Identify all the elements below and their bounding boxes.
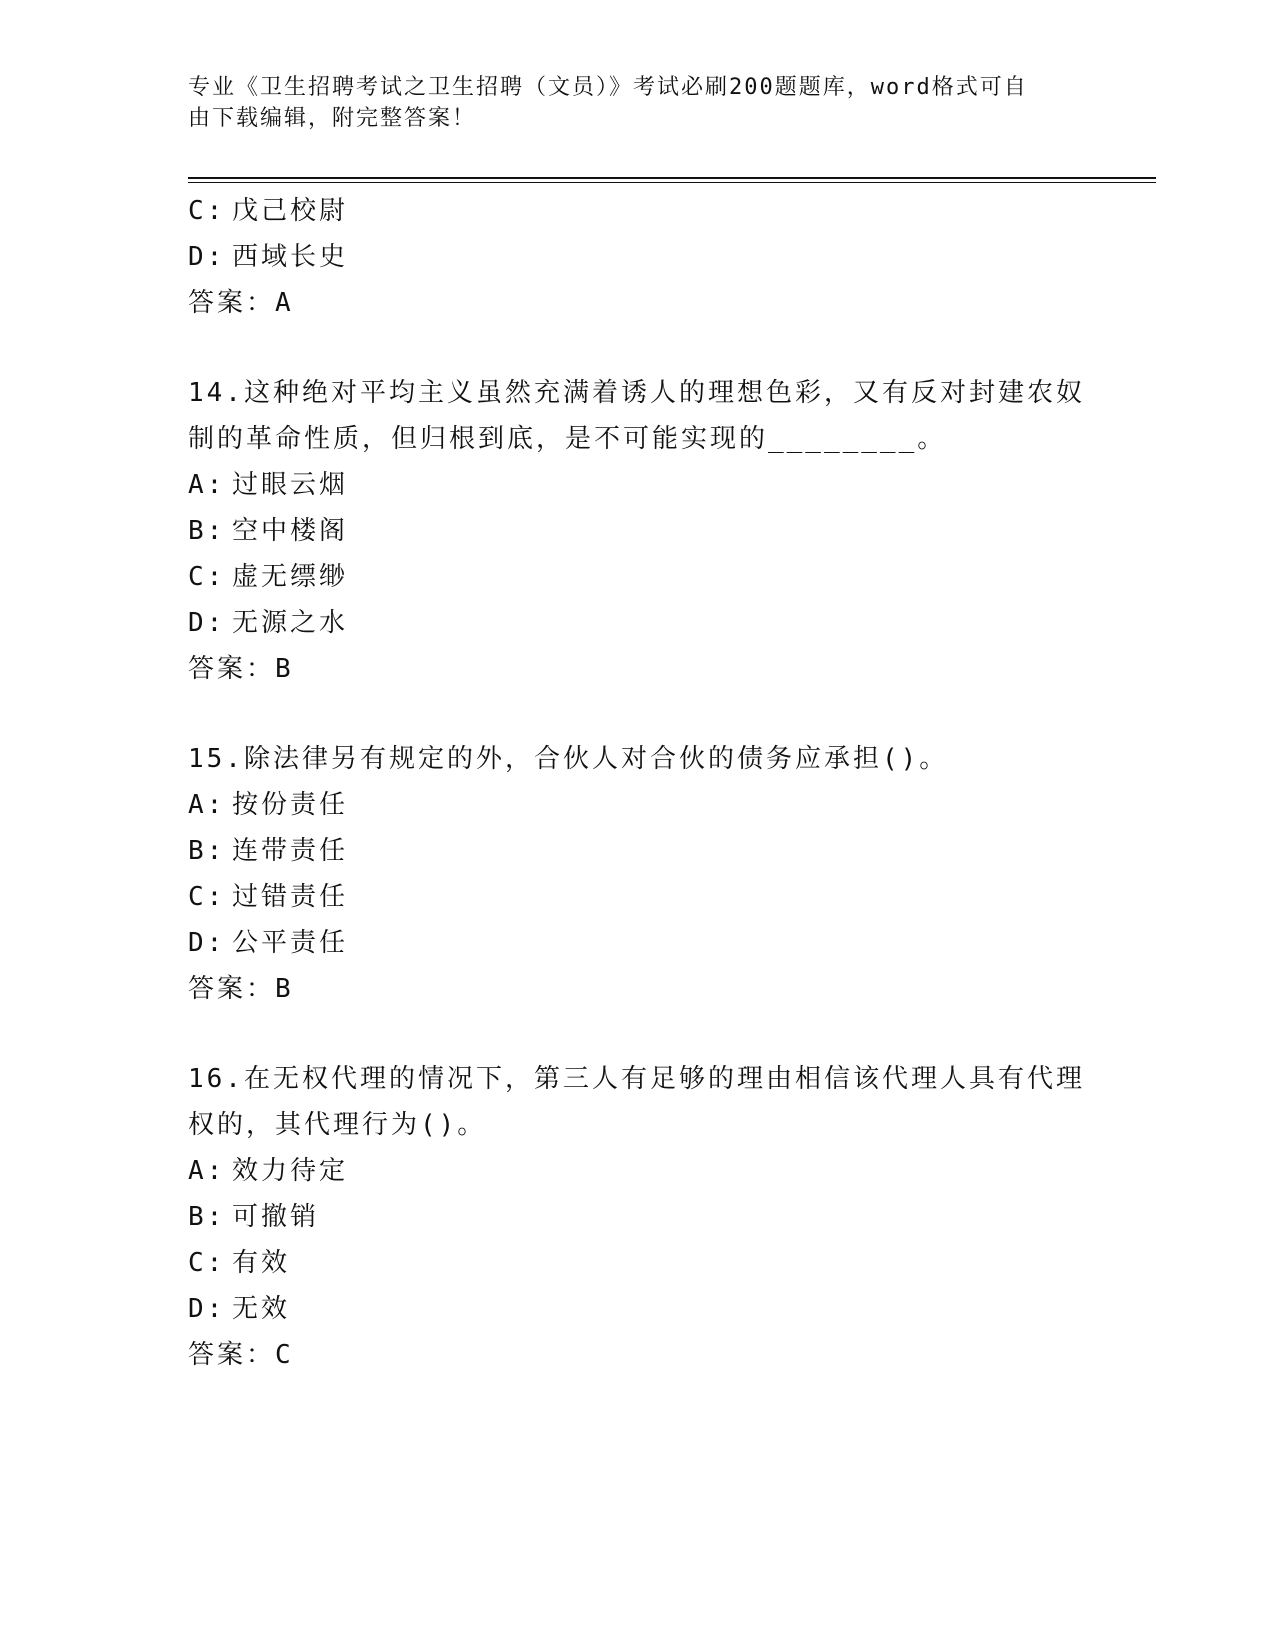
- question-stem-line: 制的革命性质，但归根到底，是不可能实现的________。: [188, 424, 947, 454]
- option-c: [188, 188, 1108, 234]
- option-text: 西域长史: [232, 242, 349, 272]
- document-header: [188, 72, 1068, 134]
- option-key: C:: [188, 562, 226, 592]
- option-text: 无源之水: [232, 608, 349, 638]
- option-a: [188, 782, 1108, 828]
- option-b: [188, 828, 1108, 874]
- question-stem-line: 15.除法律另有规定的外，合伙人对合伙的债务应承担()。: [188, 744, 949, 774]
- option-c: [188, 1240, 1108, 1286]
- option-key: D:: [188, 242, 226, 272]
- option-key: D:: [188, 1294, 226, 1324]
- option-text: 戊己校尉: [232, 196, 349, 226]
- option-key: C:: [188, 196, 226, 226]
- option-key: A:: [188, 790, 226, 820]
- option-text: 效力待定: [232, 1156, 349, 1186]
- option-key: D:: [188, 928, 226, 958]
- option-d: [188, 1286, 1108, 1332]
- option-text: 按份责任: [232, 790, 349, 820]
- option-text: 可撤销: [232, 1202, 320, 1232]
- option-key: A:: [188, 1156, 226, 1186]
- option-text: 有效: [232, 1248, 291, 1278]
- option-text: 连带责任: [232, 836, 349, 866]
- option-key: B:: [188, 1202, 226, 1232]
- option-key: D:: [188, 608, 226, 638]
- option-c: [188, 554, 1108, 600]
- option-text: 无效: [232, 1294, 291, 1324]
- option-key: A:: [188, 470, 226, 500]
- option-d: [188, 600, 1108, 646]
- question-list: [188, 188, 1108, 1378]
- header-line-2: 由下载编辑，附完整答案！: [188, 106, 477, 131]
- answer-line: 答案：B: [188, 654, 294, 684]
- answer-line: 答案：B: [188, 974, 294, 1004]
- option-c: [188, 874, 1108, 920]
- answer-line: 答案：C: [188, 1340, 294, 1370]
- option-d: [188, 234, 1108, 280]
- option-a: [188, 462, 1108, 508]
- question-stem-line: 14.这种绝对平均主义虽然充满着诱人的理想色彩，又有反对封建农奴: [188, 378, 1085, 408]
- option-text: 空中楼阁: [232, 516, 349, 546]
- header-line-1: 专业《卫生招聘考试之卫生招聘（文员）》考试必刷200题题库，word格式可自: [188, 75, 1028, 100]
- option-b: [188, 1194, 1108, 1240]
- option-text: 虚无缥缈: [232, 562, 349, 592]
- option-key: B:: [188, 516, 226, 546]
- question-stem-line: 16.在无权代理的情况下，第三人有足够的理由相信该代理人具有代理: [188, 1064, 1085, 1094]
- option-a: [188, 1148, 1108, 1194]
- carryover-block: [188, 188, 1108, 326]
- header-divider-thick: [188, 177, 1156, 179]
- question-stem-line: 权的，其代理行为()。: [188, 1110, 487, 1140]
- option-key: B:: [188, 836, 226, 866]
- option-b: [188, 508, 1108, 554]
- question-14: [188, 370, 1108, 692]
- option-key: C:: [188, 882, 226, 912]
- option-text: 公平责任: [232, 928, 349, 958]
- answer-line: 答案：A: [188, 288, 294, 318]
- question-16: [188, 1056, 1108, 1378]
- option-key: C:: [188, 1248, 226, 1278]
- question-15: [188, 736, 1108, 1012]
- option-text: 过错责任: [232, 882, 349, 912]
- option-text: 过眼云烟: [232, 470, 349, 500]
- option-d: [188, 920, 1108, 966]
- header-divider-thin: [188, 182, 1156, 183]
